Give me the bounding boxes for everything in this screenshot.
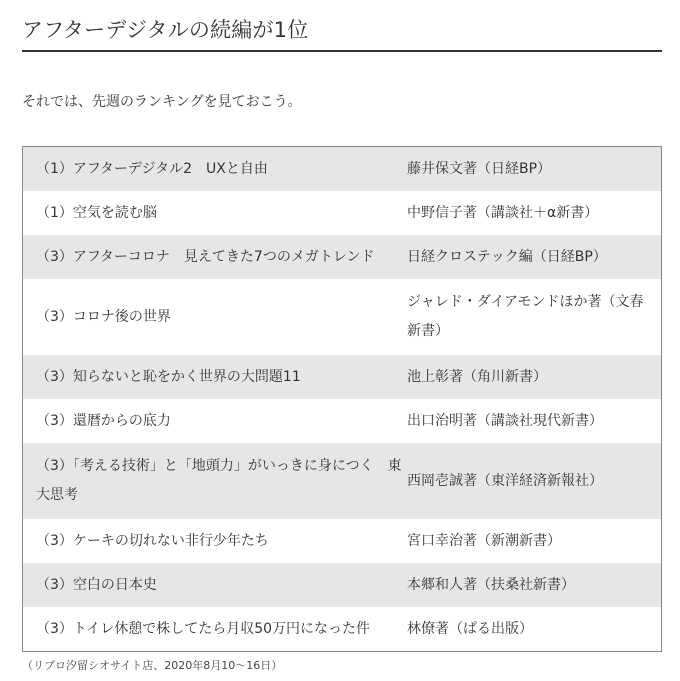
intro-text: それでは、先週のランキングを見ておこう。 <box>22 94 302 110</box>
table-row <box>23 563 661 607</box>
ranking-table <box>22 146 662 652</box>
table-row <box>23 279 661 355</box>
book-author: 出口治明著（講談社現代新書） <box>407 412 603 429</box>
table-row <box>23 191 661 235</box>
book-author: 池上彰著（角川新書） <box>407 368 547 385</box>
table-row <box>23 147 661 191</box>
table-row <box>23 355 661 399</box>
book-title: （3）知らないと恥をかく世界の大問題11 <box>36 368 301 385</box>
book-author: ジャレド・ダイアモンドほか著（文春新書） <box>407 294 644 339</box>
book-title: （3）「考える技術」と「地頭力」がいっきに身につく 東大思考 <box>36 458 402 503</box>
section-heading-text: アフターデジタルの続編が1位 <box>22 18 309 42</box>
book-author: 本郷和人著（扶桑社新書） <box>407 576 575 593</box>
book-title: （3）トイレ休憩で株してたら月収50万円になった件 <box>36 620 371 637</box>
book-title: （3）空白の日本史 <box>36 576 157 593</box>
table-row <box>23 443 661 519</box>
book-author: 西岡壱誠著（東洋経済新報社） <box>407 472 603 489</box>
book-title: （3）還暦からの底力 <box>36 412 171 429</box>
table-row <box>23 235 661 279</box>
table-row <box>23 607 661 651</box>
table-row <box>23 399 661 443</box>
book-title: （3）アフターコロナ 見えてきた7つのメガトレンド <box>36 248 375 265</box>
book-author: 藤井保文著（日経BP） <box>407 160 552 177</box>
book-title: （3）コロナ後の世界 <box>36 308 171 325</box>
table-row <box>23 519 661 563</box>
book-author: 林僚著（ぱる出版） <box>407 620 533 637</box>
book-title: （1）アフターデジタル2 UXと自由 <box>36 160 268 177</box>
book-title: （1）空気を読む脳 <box>36 204 157 221</box>
section-heading <box>22 8 662 52</box>
book-author: 中野信子著（講談社＋α新書） <box>407 204 599 221</box>
book-author: 宮口幸治著（新潮新書） <box>407 532 561 549</box>
book-author: 日経クロステック編（日経BP） <box>407 248 607 265</box>
source-footnote: （リブロ汐留シオサイト店、2020年8月10〜16日） <box>22 659 283 672</box>
book-title: （3）ケーキの切れない非行少年たち <box>36 532 269 549</box>
